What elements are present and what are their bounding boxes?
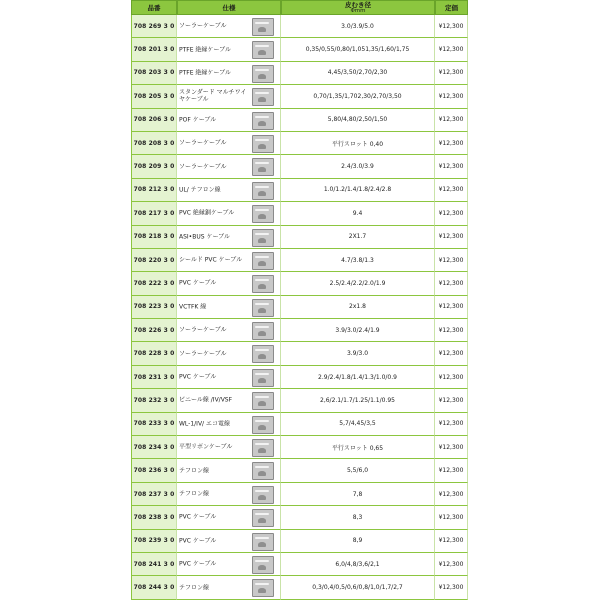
strip-diameter: 平行スロット 0,40 <box>281 132 435 155</box>
product-code: 708 220 3 0 <box>131 249 177 272</box>
product-code: 708 239 3 0 <box>131 530 177 553</box>
spec-label: PVC ケーブル <box>179 513 217 521</box>
product-code: 708 238 3 0 <box>131 506 177 529</box>
strip-diameter: 2,6/2.1/1.7/1.25/1.1/0.95 <box>281 389 435 412</box>
product-code: 708 201 3 0 <box>131 38 177 61</box>
table-row <box>131 553 468 576</box>
product-code: 708 209 3 0 <box>131 155 177 178</box>
spec-cell <box>177 272 281 295</box>
product-code: 708 244 3 0 <box>131 576 177 599</box>
list-price: ¥12,300 <box>435 436 468 459</box>
table-row <box>131 179 468 202</box>
table-row <box>131 132 468 155</box>
table-row <box>131 38 468 61</box>
table-row <box>131 296 468 319</box>
spec-cell <box>177 389 281 412</box>
product-code: 708 237 3 0 <box>131 483 177 506</box>
product-code: 708 226 3 0 <box>131 319 177 342</box>
spec-cell <box>177 506 281 529</box>
spec-label: PVC ケーブル <box>179 279 217 287</box>
list-price: ¥12,300 <box>435 249 468 272</box>
table-row <box>131 155 468 178</box>
strip-diameter: 8,9 <box>281 530 435 553</box>
spec-label: PVC ケーブル <box>179 373 217 381</box>
list-price: ¥12,300 <box>435 530 468 553</box>
product-code: 708 212 3 0 <box>131 179 177 202</box>
spec-label: テフロン線 <box>179 490 210 498</box>
stripping-blade-icon <box>252 299 274 317</box>
strip-diameter: 5,7/4,45/3,5 <box>281 413 435 436</box>
list-price: ¥12,300 <box>435 483 468 506</box>
product-code: 708 231 3 0 <box>131 366 177 389</box>
strip-diameter: 3.9/3.0/2.4/1.9 <box>281 319 435 342</box>
spec-label: テフロン線 <box>179 584 210 592</box>
strip-diameter: 8,3 <box>281 506 435 529</box>
spec-label: PTFE 絶縁ケーブル <box>179 46 231 54</box>
header-diameter <box>281 0 435 15</box>
strip-diameter: 1.0/1.2/1.4/1.8/2.4/2.8 <box>281 179 435 202</box>
list-price: ¥12,300 <box>435 62 468 85</box>
table-row <box>131 249 468 272</box>
spec-label: PVC ケーブル <box>179 537 217 545</box>
list-price: ¥12,300 <box>435 132 468 155</box>
table-row <box>131 389 468 412</box>
product-code: 708 228 3 0 <box>131 342 177 365</box>
spec-cell <box>177 413 281 436</box>
list-price: ¥12,300 <box>435 413 468 436</box>
strip-diameter: 2x1.8 <box>281 296 435 319</box>
spec-label: WL-1/IV/ エコ電線 <box>179 420 230 428</box>
stripping-blade-icon <box>252 182 274 200</box>
product-code: 708 223 3 0 <box>131 296 177 319</box>
spec-label: スタンダード マルチワイヤケーブル <box>179 89 247 104</box>
spec-label: PVC ケーブル <box>179 560 217 568</box>
list-price: ¥12,300 <box>435 202 468 225</box>
list-price: ¥12,300 <box>435 155 468 178</box>
stripping-blade-icon <box>252 88 274 106</box>
stripping-blade-icon <box>252 65 274 83</box>
strip-diameter: 0,3/0,4/0,5/0,6/0,8/1,0/1,7/2,7 <box>281 576 435 599</box>
table-row <box>131 62 468 85</box>
spec-label: ASI•BUS ケーブル <box>179 233 230 241</box>
stripping-blade-icon <box>252 439 274 457</box>
stripping-blade-icon <box>252 462 274 480</box>
spec-cell <box>177 249 281 272</box>
product-code: 708 234 3 0 <box>131 436 177 459</box>
list-price: ¥12,300 <box>435 85 468 108</box>
list-price: ¥12,300 <box>435 389 468 412</box>
spec-label: VCTFK 線 <box>179 303 207 311</box>
spec-cell <box>177 459 281 482</box>
stripping-blade-icon <box>252 112 274 130</box>
strip-diameter: 4.7/3.8/1.3 <box>281 249 435 272</box>
strip-diameter: 5,5/6,0 <box>281 459 435 482</box>
stripping-blade-icon <box>252 275 274 293</box>
spec-label: PVC 絶縁銅ケーブル <box>179 209 235 217</box>
spec-label: ソーラーケーブル <box>179 22 227 30</box>
product-code: 708 241 3 0 <box>131 553 177 576</box>
list-price: ¥12,300 <box>435 179 468 202</box>
product-code: 708 203 3 0 <box>131 62 177 85</box>
spec-label: シールド PVC ケーブル <box>179 256 243 264</box>
product-code: 708 206 3 0 <box>131 109 177 132</box>
stripping-blade-icon <box>252 369 274 387</box>
stripping-blade-icon <box>252 345 274 363</box>
spec-cell <box>177 85 281 108</box>
strip-diameter: 4,45/3,50/2,70/2,30 <box>281 62 435 85</box>
spec-label: ソーラーケーブル <box>179 326 227 334</box>
spec-cell <box>177 62 281 85</box>
spec-label: テフロン線 <box>179 467 210 475</box>
table-body <box>131 15 468 600</box>
product-code: 708 236 3 0 <box>131 459 177 482</box>
table-row <box>131 459 468 482</box>
spec-label: UL/ テフロン線 <box>179 186 221 194</box>
strip-diameter: 2.5/2.4/2.2/2.0/1.9 <box>281 272 435 295</box>
spec-cell <box>177 342 281 365</box>
stripping-blade-icon <box>252 18 274 36</box>
stripping-blade-icon <box>252 135 274 153</box>
product-spec-table <box>131 0 468 600</box>
list-price: ¥12,300 <box>435 38 468 61</box>
list-price: ¥12,300 <box>435 15 468 38</box>
product-code: 708 233 3 0 <box>131 413 177 436</box>
stripping-blade-icon <box>252 533 274 551</box>
strip-diameter: 0,70/1,35/1,702,30/2,70/3,50 <box>281 85 435 108</box>
spec-cell <box>177 155 281 178</box>
table-row <box>131 226 468 249</box>
spec-cell <box>177 576 281 599</box>
product-code: 708 218 3 0 <box>131 226 177 249</box>
list-price: ¥12,300 <box>435 366 468 389</box>
stripping-blade-icon <box>252 486 274 504</box>
table-row <box>131 85 468 108</box>
table-row <box>131 530 468 553</box>
spec-cell <box>177 179 281 202</box>
spec-cell <box>177 226 281 249</box>
stripping-blade-icon <box>252 252 274 270</box>
strip-diameter: 9.4 <box>281 202 435 225</box>
spec-label: ソーラーケーブル <box>179 350 227 358</box>
list-price: ¥12,300 <box>435 226 468 249</box>
strip-diameter: 2.9/2.4/1.8/1.4/1.3/1.0/0.9 <box>281 366 435 389</box>
spec-cell <box>177 15 281 38</box>
strip-diameter: 2X1.7 <box>281 226 435 249</box>
stripping-blade-icon <box>252 158 274 176</box>
header-diameter-label: 皮むき径 <box>345 0 371 9</box>
list-price: ¥12,300 <box>435 319 468 342</box>
table-row <box>131 202 468 225</box>
product-code: 708 232 3 0 <box>131 389 177 412</box>
list-price: ¥12,300 <box>435 296 468 319</box>
product-code: 708 269 3 0 <box>131 15 177 38</box>
spec-label: ソーラーケーブル <box>179 139 227 147</box>
table-row <box>131 366 468 389</box>
header-diameter-unit: Φmm <box>350 7 366 14</box>
stripping-blade-icon <box>252 556 274 574</box>
list-price: ¥12,300 <box>435 459 468 482</box>
table-row <box>131 109 468 132</box>
spec-cell <box>177 483 281 506</box>
spec-label: POF ケーブル <box>179 116 217 124</box>
table-row <box>131 342 468 365</box>
stripping-blade-icon <box>252 229 274 247</box>
spec-cell <box>177 319 281 342</box>
spec-label: ビニール線 /IV/VSF <box>179 396 233 404</box>
spec-cell <box>177 366 281 389</box>
product-code: 708 205 3 0 <box>131 85 177 108</box>
product-code: 708 222 3 0 <box>131 272 177 295</box>
strip-diameter: 0,35/0,55/0,80/1,051,35/1,60/1,75 <box>281 38 435 61</box>
strip-diameter: 3.0/3.9/5.0 <box>281 15 435 38</box>
table-row <box>131 413 468 436</box>
strip-diameter: 3.9/3.0 <box>281 342 435 365</box>
spec-label: 平型リボンケーブル <box>179 443 233 451</box>
strip-diameter: 平行スロット 0,65 <box>281 436 435 459</box>
stripping-blade-icon <box>252 41 274 59</box>
header-price: 定価 <box>435 0 468 15</box>
stripping-blade-icon <box>252 509 274 527</box>
spec-cell <box>177 202 281 225</box>
strip-diameter: 6,0/4,8/3,6/2,1 <box>281 553 435 576</box>
table-row <box>131 436 468 459</box>
product-code: 708 208 3 0 <box>131 132 177 155</box>
list-price: ¥12,300 <box>435 576 468 599</box>
spec-label: PTFE 絶縁ケーブル <box>179 69 231 77</box>
header-spec: 仕様 <box>177 0 281 15</box>
spec-cell <box>177 132 281 155</box>
list-price: ¥12,300 <box>435 109 468 132</box>
spec-cell <box>177 296 281 319</box>
list-price: ¥12,300 <box>435 506 468 529</box>
list-price: ¥12,300 <box>435 272 468 295</box>
spec-cell <box>177 530 281 553</box>
table-row <box>131 576 468 599</box>
strip-diameter: 5,80/4,80/2,50/1,50 <box>281 109 435 132</box>
spec-cell <box>177 109 281 132</box>
strip-diameter: 7,8 <box>281 483 435 506</box>
stripping-blade-icon <box>252 416 274 434</box>
stripping-blade-icon <box>252 205 274 223</box>
table-row <box>131 483 468 506</box>
product-code: 708 217 3 0 <box>131 202 177 225</box>
spec-label: ソーラーケーブル <box>179 163 227 171</box>
list-price: ¥12,300 <box>435 342 468 365</box>
table-row <box>131 15 468 38</box>
table-row <box>131 506 468 529</box>
table-row <box>131 272 468 295</box>
table-header-row <box>131 0 468 15</box>
stripping-blade-icon <box>252 392 274 410</box>
strip-diameter: 2.4/3.0/3.9 <box>281 155 435 178</box>
list-price: ¥12,300 <box>435 553 468 576</box>
stripping-blade-icon <box>252 322 274 340</box>
spec-cell <box>177 553 281 576</box>
header-code: 品番 <box>131 0 177 15</box>
spec-cell <box>177 436 281 459</box>
stripping-blade-icon <box>252 579 274 597</box>
spec-cell <box>177 38 281 61</box>
table-row <box>131 319 468 342</box>
